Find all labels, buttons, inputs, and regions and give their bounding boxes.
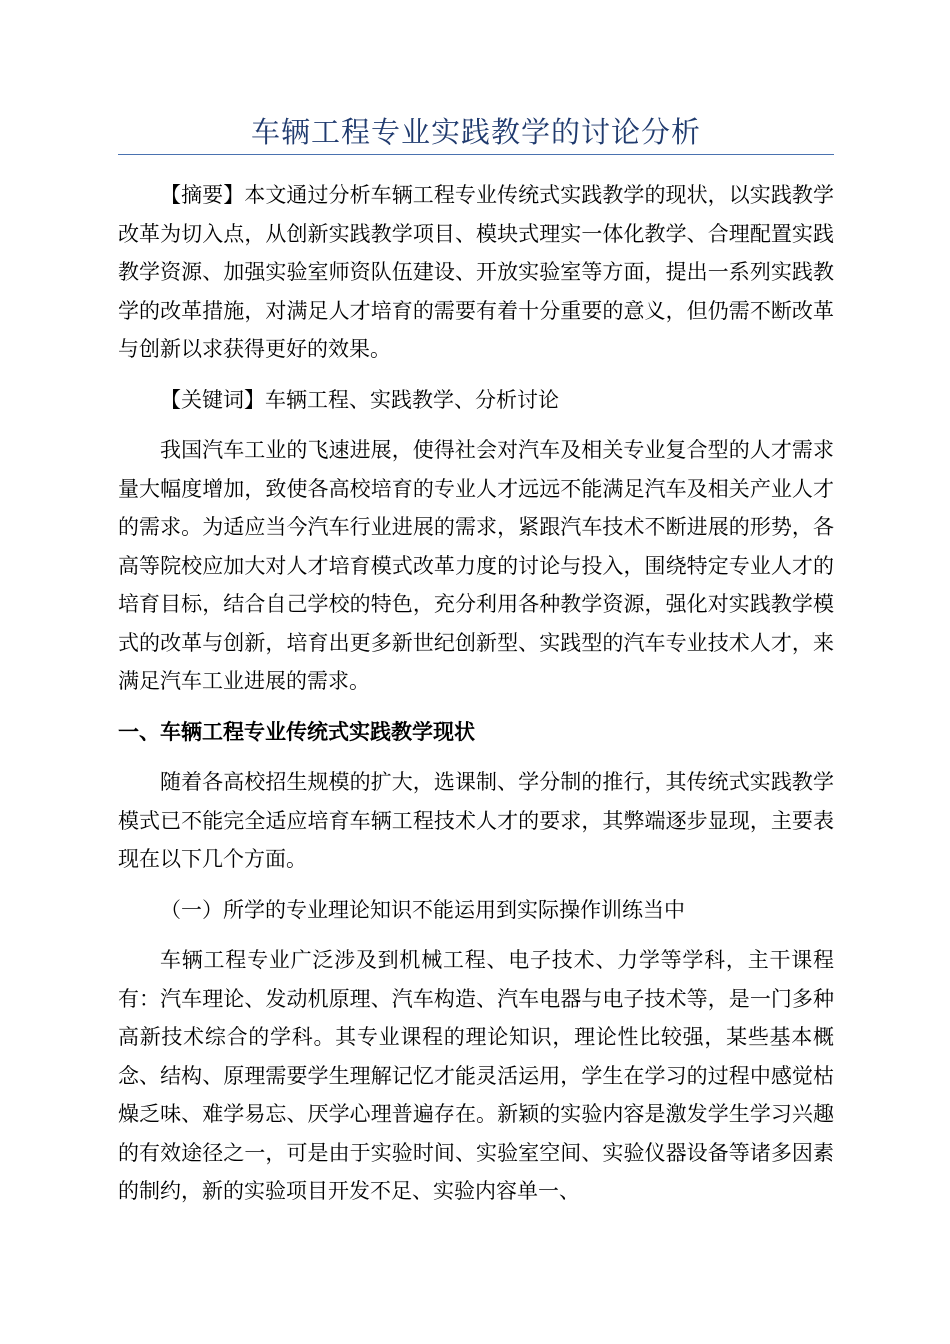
intro-paragraph: 我国汽车工业的飞速进展，使得社会对汽车及相关专业复合型的人才需求量大幅度增加，致使各高校培育的专业人才远远不能满足汽车及相关产业人才的需求。为适应当今汽车行业进展的需求，紧跟汽车技术不断进展的形势，各高等院校应加大对人才培育模式改革力度的讨论与投入，围绕特定专业人才的培育目标，结合自己学校的特色，充分利用各种教学资源，强化对实践教学模式的改革与创新，培育出更多新世纪创新型、实践型的汽车专业技术人才，来满足汽车工业进展的需求。	[118, 438, 834, 693]
section-1-paragraph: 随着各高校招生规模的扩大，选课制、学分制的推行，其传统式实践教学模式已不能完全适应培育车辆工程技术人才的要求，其弊端逐步显现，主要表现在以下几个方面。	[118, 770, 834, 871]
document-body	[118, 176, 834, 1211]
section-heading-1: 一、车辆工程专业传统式实践教学现状	[118, 719, 475, 744]
subsection-heading-1: （一）所学的专业理论知识不能运用到实际操作训练当中	[160, 897, 685, 922]
abstract-paragraph: 【摘要】本文通过分析车辆工程专业传统式实践教学的现状，以实践教学改革为切入点，从创新实践教学项目、模块式理实一体化教学、合理配置实践教学资源、加强实验室师资队伍建设、开放实验室等方面，提出一系列实践教学的改革措施，对满足人才培育的需要有着十分重要的意义，但仍需不断改革与创新以求获得更好的效果。	[118, 183, 834, 361]
subsection-1-paragraph: 车辆工程专业广泛涉及到机械工程、电子技术、力学等学科，主干课程有：汽车理论、发动机原理、汽车构造、汽车电器与电子技术等，是一门多种高新技术综合的学科。其专业课程的理论知识，理论性比较强，某些基本概念、结构、原理需要学生理解记忆才能灵活运用，学生在学习的过程中感觉枯燥乏味、难学易忘、厌学心理普遍存在。新颖的实验内容是激发学生学习兴趣的有效途径之一，可是由于实验时间、实验室空间、实验仪器设备等诸多因素的制约，新的实验项目开发不足、实验内容单一、	[118, 948, 834, 1203]
document-title: 车辆工程专业实践教学的讨论分析	[250, 115, 701, 149]
title-underline	[118, 154, 834, 155]
keywords-paragraph: 【关键词】车辆工程、实践教学、分析讨论	[160, 387, 559, 412]
